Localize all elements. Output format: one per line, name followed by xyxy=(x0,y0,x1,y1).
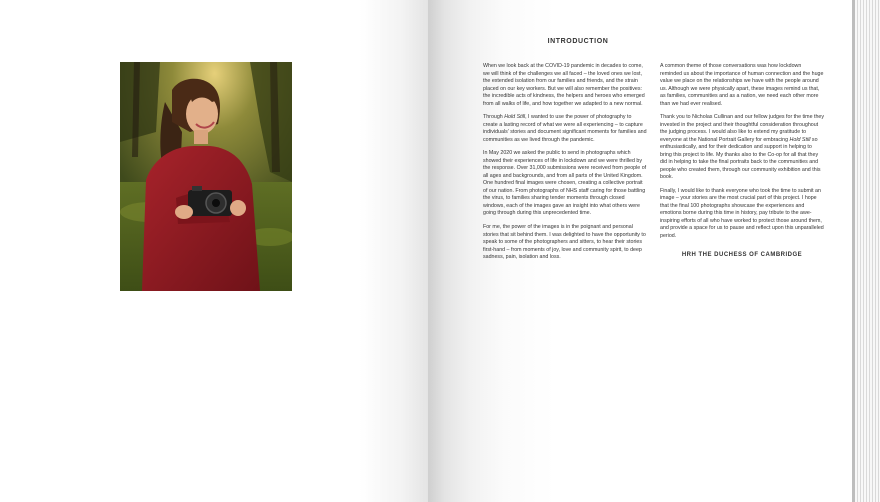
page-stack-edge xyxy=(852,0,880,502)
paragraph: When we look back at the COVID-19 pandemic in decades to come, we will think of the challenges we all faced – the loved ones we lost, the extended isolation from our families and friends, and the strain placed on our key workers. But we will also remember the positives: the incredible acts of kindness, the helpers and heroes who emerged from all walks of life, and how together we adapted to a new normal. xyxy=(483,63,645,107)
left-page xyxy=(0,0,428,502)
paragraph: For me, the power of the images is in the poignant and personal stories that sit behind them. I was delighted to have the opportunity to speak to some of the photographers and sitters, to hear their stories first-hand – from moments of joy, love and community spirit, to deep sadness, pain, isolation and loss. xyxy=(483,224,646,261)
page-title: INTRODUCTION xyxy=(547,38,609,45)
book-title: Hold Still xyxy=(504,114,526,121)
portrait-photo xyxy=(120,62,292,291)
book-title: Hold Still xyxy=(789,136,811,143)
paragraph: In May 2020 we asked the public to send in photographs which showed their experiences of life in lockdown and we were thrilled by the response. Over 31,000 submissions were received from people of all ages and backgrounds, and from all parts of the United Kingdom. One hundred final images were chosen, creating a collective portrait of our nation. From photographs of NHS staff caring for those battling the virus, to families sharing tender moments through closed windows, each of the images gave an insight into what others were going through during this unprecedented time. xyxy=(483,150,647,217)
signature: HRH THE DUCHESS OF CAMBRIDGE xyxy=(681,252,803,259)
text-column-left xyxy=(483,63,647,268)
paragraph: A common theme of those conversations was how lockdown reminded us about the importance of human connection and the huge value we place on the relationships we have with the people around us. Although we were physically apart, these images remind us that, as families, communities and as a nation, we need each other more than we had ever realised. xyxy=(660,63,824,107)
paragraph: Finally, I would like to thank everyone who took the time to submit an image – your stories are the most crucial part of this project. I hope that the final 100 photographs showcase the experiences and emotions borne during this time in history, pay tribute to the awe-inspiring efforts of all who have worked to protect those around them, and provide a space for us to pause and reflect upon this unparalleled period. xyxy=(660,187,824,239)
text-column-right xyxy=(660,63,824,260)
page-edge-shadow xyxy=(852,0,855,502)
paragraph: Thank you to Nicholas Cullinan and our fellow judges for the time they invested in the project and their thoughtful consideration throughout the judging process. I would also like to extend my gratitude to everyone at the National Portrait Gallery for embracing Hold Still so enthusiastically, and for their dedication and support in helping to bring this project to life. My thanks also to the Co-op for all that they did in helping to take the final portraits back to the communities and people who created them, through our community exhibition and this book. xyxy=(660,114,824,181)
paragraph: Through Hold Still, I wanted to use the power of photography to create a lasting record of what we were all experiencing – to capture individuals' stories and document significant moments for families and communities as we lived through the pandemic. xyxy=(483,114,647,143)
